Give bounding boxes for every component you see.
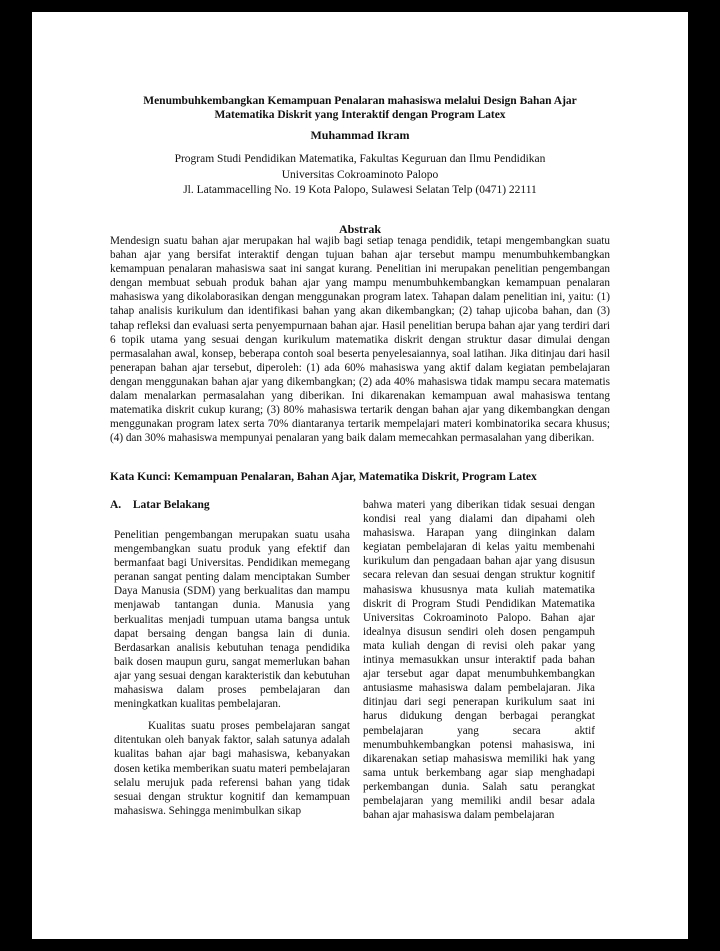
abstract-text: Mendesign suatu bahan ajar merupakan hal wajib bagi setiap tenaga pendidik, tetapi mengembangkan suatu bahan ajar yang bersifat interaktif dengan tujuan bahan ajar tersebut mampu menumbuhkembangkan kemampuan penalaran mahasiswa saat ini sangat kurang. Penelitian ini merupakan penelitian pengembangan dengan membuat sebuah produk bahan ajar yang mampu menumbuhkembangkan kemampuan penalaran mahasiswa yang dikolaborasikan dengan menggunakan program latex. Tahapan dalam penelitian ini, yaitu: (1) tahap analisis kurikulum dan identifikasi bahan yang akan dikembangkan; (2) tahap ujicoba bahan, dan (3) tahap refleksi dan evaluasi serta penyempurnaan bahan ajar. Hasil penelitian berupa bahan ajar yang terdiri dari 6 topik utama yang sesuai dengan kurikulum matematika diskrit dengan struktur dasar dimulai dengan permasalahan awal, konsep, beberapa contoh soal beserta penyelesaiannya, soal latihan. Jika ditinjau dari hasil penerapan bahan ajar tersebut, diperoleh: (1) ada 60% mahasiswa yang aktif dalam kegiatan pembelajaran dengan menggunakan bahan ajar yang dikembangkan; (2) ada 40% mahasiswa tidak mampu secara matematis dalam menalarkan permasalahan yang diberikan. Ini dikarenakan kemampuan awal mahasiswa tentang matematika diskrit cukup kurang; (3) 80% mahasiswa tertarik dengan bahan ajar yang dikembangkan dengan menggunakan program latex serta 70% diantaranya tertarik mempelajari materi kombinatorika secara khusus; (4) dan 30% mahasiswa mempunyai penalaran yang baik dalam memecahkan permasalahan yang diberikan. — [110, 235, 610, 445]
affiliation-line-3: Jl. Latammacelling No. 19 Kota Palopo, Sulawesi Selatan Telp (0471) 22111 — [183, 184, 537, 196]
keywords: Kata Kunci: Kemampuan Penalaran, Bahan Ajar, Matematika Diskrit, Program Latex — [110, 471, 537, 483]
section-heading — [110, 499, 210, 511]
paper-title — [32, 94, 688, 122]
paragraph: Kualitas suatu proses pembelajaran sangat ditentukan oleh banyak faktor, salah satunya adalah kualitas bahan ajar bagi mahasiswa, kebanyakan dosen ketika memberikan suatu materi pembelajaran selalu merujuk pada referensi bahan yang tidak sesuai dengan struktur kognitif dan kemampuan mahasiswa. Sehingga menimbulkan sikap — [114, 720, 350, 817]
section-title: Latar Belakang — [132, 499, 210, 511]
section-number: A. — [110, 499, 122, 511]
right-column — [363, 498, 595, 822]
affiliation — [32, 152, 688, 199]
title-line-1: Menumbuhkembangkan Kemampuan Penalaran mahasiswa melalui Design Bahan Ajar — [143, 95, 577, 107]
paragraph: bahwa materi yang diberikan tidak sesuai dengan kondisi real yang dialami dan dipahami oleh mahasiswa. Harapan yang diinginkan dalam kegiatan pembelajaran di kelas yaitu membenahi kurikulum dan pengadaan bahan ajar yang disusun secara relevan dan sesuai dengan struktur kognitif mahasiswa khususnya mata kuliah matematika diskrit di Program Studi Pendidikan Matematika Universitas Cokroaminoto Palopo. Bahan ajar idealnya disusun sendiri oleh dosen pengampuh mata kuliah dengan di revisi oleh pakar yang intinya memasukkan unsur interaktif pada bahan ajar tersebut agar dapat menumbuhkembangkan antusiasme mahasiswa dalam pembelajaran. Jika ditinjau dari segi penerapan kurikulum saat ini harus didukung dengan berbagai perangkat pembelajaran yang secara aktif menumbuhkembangkan potensi mahasiswa, ini dikarenakan setiap mahasiswa memiliki hak yang sama untuk berkembang agar siap menghadapi perkembangan dunia. Salah satu perangkat pembelajaran yang memiliki andil besar adala bahan ajar mahasiswa dalam pembelajaran — [363, 499, 595, 822]
left-column — [114, 528, 350, 818]
author-name: Muhammad Ikram — [310, 128, 410, 142]
affiliation-line-1: Program Studi Pendidikan Matematika, Fakultas Keguruan dan Ilmu Pendidikan — [174, 153, 546, 165]
abstract-heading: Abstrak — [338, 222, 381, 236]
affiliation-line-2: Universitas Cokroaminoto Palopo — [281, 168, 439, 181]
title-line-2: Matematika Diskrit yang Interaktif dengan Program Latex — [214, 109, 506, 121]
paper-page — [32, 12, 688, 939]
paragraph: Penelitian pengembangan merupakan suatu usaha mengembangkan suatu produk yang efektif dan bermanfaat bagi Universitas. Pendidikan memegang peranan sangat penting dalam menciptakan Sumber Daya Manusia (SDM) yang berkualitas dan mampu menjawab tantangan dunia. Manusia yang berkualitas menjadi tumpuan utama bangsa untuk dapat bersaing dengan bangsa lain di dunia. Berdasarkan analisis kebutuhan tenaga pendidika baik dosen maupun guru, sangat memerlukan bahan ajar yang sesuai dengan karakteristik dan kebutuhan mahasiswa dalam proses pembelajaran dan meningkatkan kualitas pembelajaran. — [114, 529, 350, 711]
